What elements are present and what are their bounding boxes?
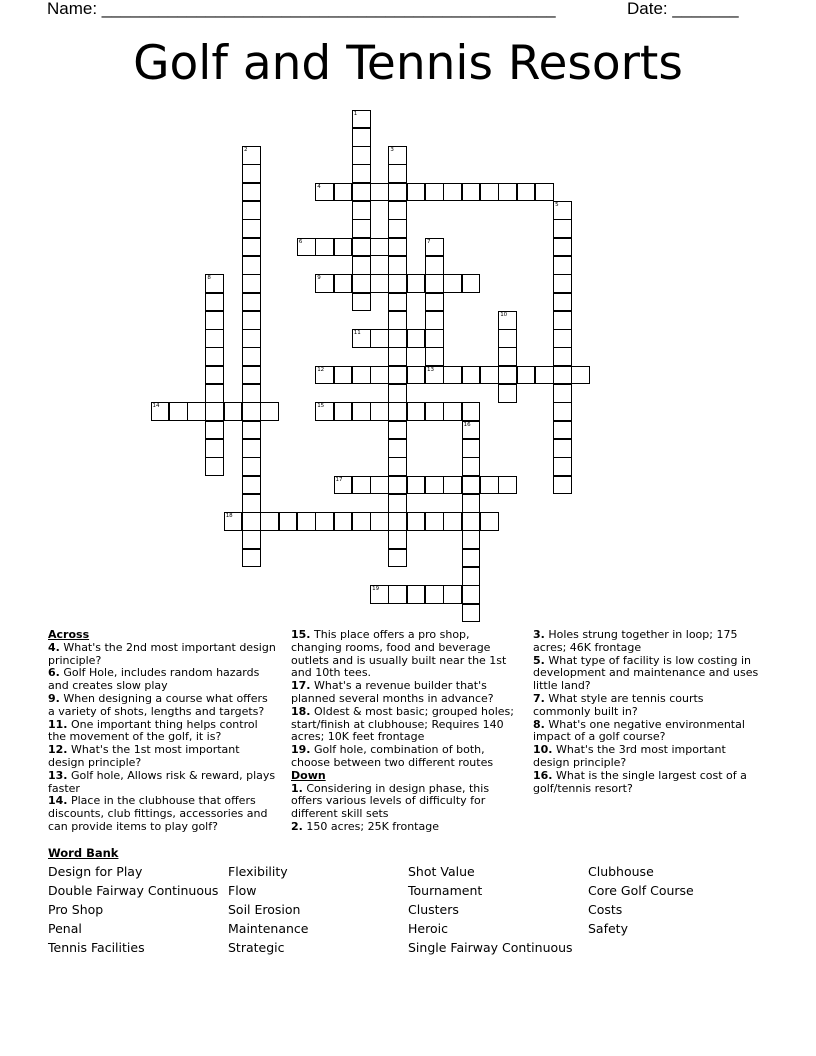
crossword-cell[interactable] <box>425 238 444 257</box>
crossword-cell[interactable] <box>242 421 261 440</box>
clue-text: Golf hole, Allows risk & reward, plays faster <box>48 768 276 795</box>
clue-number-label: 12. <box>48 743 68 757</box>
clue-number-label: 8. <box>533 717 545 731</box>
crossword-cell[interactable] <box>370 329 389 348</box>
clue-text: What's the 2nd most important design principle? <box>48 640 276 667</box>
crossword-cell[interactable] <box>553 293 572 312</box>
crossword-cell[interactable] <box>443 512 462 531</box>
word-bank-item: Strategic <box>228 940 285 955</box>
crossword-cell[interactable] <box>462 402 481 421</box>
crossword-cell[interactable] <box>425 311 444 330</box>
crossword-cell[interactable] <box>553 329 572 348</box>
page-title: Golf and Tennis Resorts <box>133 36 683 91</box>
crossword-cell[interactable] <box>242 238 261 257</box>
crossword-cell[interactable] <box>480 512 499 531</box>
crossword-cell[interactable] <box>425 347 444 366</box>
crossword-cell[interactable] <box>205 384 224 403</box>
word-bank-item: Clubhouse <box>588 864 654 879</box>
word-bank-item: Heroic <box>408 921 448 936</box>
crossword-cell[interactable] <box>205 439 224 458</box>
clue-text: Holes strung together in loop; 175 acres; 46K frontage <box>533 628 738 654</box>
clue-item <box>48 744 276 770</box>
crossword-cell[interactable] <box>242 439 261 458</box>
crossword-cell[interactable] <box>242 256 261 275</box>
crossword-cell[interactable] <box>462 530 481 549</box>
crossword-cell[interactable] <box>334 274 353 293</box>
crossword-cell[interactable] <box>242 457 261 476</box>
clue-number: 11 <box>353 330 361 337</box>
crossword-cell[interactable] <box>242 311 261 330</box>
crossword-cell[interactable] <box>571 366 590 385</box>
crossword-cell[interactable] <box>498 476 517 495</box>
clue-number: 7 <box>427 238 431 245</box>
crossword-cell[interactable] <box>553 402 572 421</box>
crossword-cell[interactable] <box>407 512 426 531</box>
crossword-cell[interactable] <box>315 238 334 257</box>
crossword-cell[interactable] <box>498 329 517 348</box>
crossword-cell[interactable] <box>242 201 261 220</box>
crossword-cell[interactable] <box>187 402 206 421</box>
clue-number-label: 4. <box>48 640 60 654</box>
clue-item <box>48 693 276 719</box>
crossword-cell[interactable] <box>553 384 572 403</box>
word-bank-heading: Word Bank <box>48 846 119 860</box>
crossword-cell[interactable] <box>315 402 334 421</box>
clue-number-label: 15. <box>291 628 311 641</box>
crossword-cell[interactable] <box>352 366 371 385</box>
clue-number: 18 <box>225 513 233 520</box>
clue-item <box>291 783 517 821</box>
crossword-cell[interactable] <box>462 604 481 623</box>
clue-number: 4 <box>317 183 321 190</box>
clue-number: 1 <box>353 110 358 117</box>
crossword-cell[interactable] <box>297 512 316 531</box>
clue-text: Oldest & most basic; grouped holes; start/finish at clubhouse; Requires 140 acres; 10K feet frontage <box>291 704 514 744</box>
clue-number-label: 7. <box>533 691 545 705</box>
word-bank-item: Clusters <box>408 902 459 917</box>
clue-number: 14 <box>152 403 160 410</box>
clue-item <box>533 629 763 655</box>
crossword-cell[interactable] <box>388 201 407 220</box>
crossword-cell[interactable] <box>462 183 481 202</box>
clue-item <box>291 629 517 680</box>
crossword-cell[interactable] <box>425 402 444 421</box>
crossword-cell[interactable] <box>334 512 353 531</box>
word-bank-item: Soil Erosion <box>228 902 301 917</box>
crossword-cell[interactable] <box>407 329 426 348</box>
crossword-cell[interactable] <box>242 146 261 165</box>
crossword-cell[interactable] <box>279 512 298 531</box>
clue-item <box>291 821 517 834</box>
clue-text: Place in the clubhouse that offers discounts, club fittings, accessories and can provide items to play golf? <box>48 794 268 833</box>
crossword-cell[interactable] <box>498 347 517 366</box>
clue-number: 16 <box>463 421 471 428</box>
crossword-cell[interactable] <box>242 347 261 366</box>
crossword-cell[interactable] <box>388 439 407 458</box>
clue-item <box>48 667 276 693</box>
crossword-cell[interactable] <box>352 274 371 293</box>
crossword-cell[interactable] <box>352 256 371 275</box>
crossword-cell[interactable] <box>242 476 261 495</box>
clue-number-label: 9. <box>48 691 60 705</box>
crossword-cell[interactable] <box>462 549 481 568</box>
clue-number: 17 <box>335 476 343 483</box>
crossword-cell[interactable] <box>425 585 444 604</box>
crossword-cell[interactable] <box>370 512 389 531</box>
crossword-cell[interactable] <box>388 311 407 330</box>
crossword-cell[interactable] <box>205 329 224 348</box>
crossword-cell[interactable] <box>425 329 444 348</box>
crossword-cell[interactable] <box>388 238 407 257</box>
crossword-cell[interactable] <box>443 585 462 604</box>
crossword-cell[interactable] <box>242 164 261 183</box>
crossword-cell[interactable] <box>443 402 462 421</box>
word-bank-item: Maintenance <box>228 921 309 936</box>
crossword-cell[interactable] <box>388 146 407 165</box>
crossword-cell[interactable] <box>462 585 481 604</box>
crossword-cell[interactable] <box>425 476 444 495</box>
crossword-cell[interactable] <box>553 457 572 476</box>
crossword-cell[interactable] <box>388 421 407 440</box>
down-list-a <box>291 783 517 834</box>
crossword-cell[interactable] <box>498 366 517 385</box>
crossword-cell[interactable] <box>388 256 407 275</box>
crossword-cell[interactable] <box>407 585 426 604</box>
crossword-cell[interactable] <box>462 457 481 476</box>
crossword-cell[interactable] <box>388 293 407 312</box>
crossword-cell[interactable] <box>297 238 316 257</box>
crossword-cell[interactable] <box>553 347 572 366</box>
clue-text: What's the 3rd most important design principle? <box>533 743 726 769</box>
crossword-cell[interactable] <box>242 549 261 568</box>
crossword-cell[interactable] <box>242 384 261 403</box>
crossword-cell[interactable] <box>352 476 371 495</box>
clue-number: 10 <box>500 311 508 318</box>
crossword-cell[interactable] <box>352 219 371 238</box>
across-clues-col1 <box>48 629 276 834</box>
crossword-cell[interactable] <box>553 274 572 293</box>
clue-number-label: 13. <box>48 768 68 782</box>
crossword-cell[interactable] <box>498 183 517 202</box>
crossword-cell[interactable] <box>462 567 481 586</box>
clue-item <box>291 706 517 744</box>
word-bank-item: Flexibility <box>228 864 288 879</box>
across-list-a <box>48 642 276 834</box>
clue-number-label: 1. <box>291 781 303 795</box>
crossword-cell[interactable] <box>205 421 224 440</box>
clue-number-label: 17. <box>291 679 311 693</box>
crossword-cell[interactable] <box>370 183 389 202</box>
crossword-cell[interactable] <box>205 366 224 385</box>
crossword-cell[interactable] <box>370 476 389 495</box>
clue-item <box>291 680 517 706</box>
crossword-cell[interactable] <box>498 311 517 330</box>
clue-number: 5 <box>555 202 559 208</box>
word-bank-item: Design for Play <box>48 864 143 879</box>
clue-item <box>48 642 276 668</box>
crossword-cell[interactable] <box>462 512 481 531</box>
crossword-cell[interactable] <box>315 183 334 202</box>
clue-number: 9 <box>317 275 321 282</box>
crossword-cell[interactable] <box>388 366 407 385</box>
clue-text: Golf Hole, includes random hazards and creates slow play <box>48 666 260 693</box>
crossword-cell[interactable] <box>352 164 371 183</box>
clue-number: 13 <box>427 366 434 373</box>
crossword-cell[interactable] <box>498 384 517 403</box>
word-bank-item: Single Fairway Continuous <box>408 940 573 955</box>
clue-number-label: 14. <box>48 794 68 808</box>
crossword-cell[interactable] <box>553 439 572 458</box>
crossword-cell[interactable] <box>462 439 481 458</box>
crossword-cell[interactable] <box>553 201 572 220</box>
clue-number: 15 <box>317 403 325 410</box>
word-bank-item: Costs <box>588 902 623 917</box>
crossword-cell[interactable] <box>315 366 334 385</box>
crossword-cell[interactable] <box>205 402 224 421</box>
crossword-cell[interactable] <box>388 274 407 293</box>
word-bank-item: Penal <box>48 921 82 936</box>
crossword-cell[interactable] <box>407 476 426 495</box>
crossword-cell[interactable] <box>334 476 353 495</box>
clue-text: What's one negative environmental impact of a golf course? <box>533 717 745 744</box>
clue-number-label: 2. <box>291 819 303 833</box>
crossword-cell[interactable] <box>425 256 444 275</box>
clue-item <box>48 795 276 833</box>
crossword-cell[interactable] <box>242 530 261 549</box>
clue-number-label: 16. <box>533 768 553 782</box>
clue-text: What's the 1st most important design principle? <box>48 743 240 769</box>
word-bank-item: Double Fairway Continuous <box>48 883 219 898</box>
clue-number-label: 10. <box>533 743 553 757</box>
clues-col2 <box>291 629 517 834</box>
crossword-cell[interactable] <box>388 494 407 513</box>
crossword-cell[interactable] <box>517 366 536 385</box>
crossword-cell[interactable] <box>370 274 389 293</box>
crossword-cell[interactable] <box>352 183 371 202</box>
crossword-cell[interactable] <box>462 274 481 293</box>
crossword-cell[interactable] <box>407 183 426 202</box>
clue-text: One important thing helps control the movement of the golf, it is? <box>48 717 258 744</box>
clue-item <box>48 770 276 796</box>
crossword-cell[interactable] <box>205 347 224 366</box>
crossword-cell[interactable] <box>352 402 371 421</box>
clue-item <box>291 744 517 770</box>
crossword-cell[interactable] <box>462 366 481 385</box>
crossword-cell[interactable] <box>407 274 426 293</box>
crossword-cell[interactable] <box>425 512 444 531</box>
crossword-cell[interactable] <box>242 512 261 531</box>
clue-number-label: 3. <box>533 628 545 641</box>
clue-text: What style are tennis courts commonly built in? <box>533 691 704 718</box>
crossword-cell[interactable] <box>553 238 572 257</box>
crossword-cell[interactable] <box>388 457 407 476</box>
crossword-cell[interactable] <box>462 421 481 440</box>
crossword-cell[interactable] <box>242 366 261 385</box>
crossword-cell[interactable] <box>242 494 261 513</box>
crossword-cell[interactable] <box>443 366 462 385</box>
clue-text: This place offers a pro shop, changing rooms, food and beverage outlets and is usually built near the 1st and 10th tees. <box>291 628 507 680</box>
clue-number: 19 <box>372 586 380 593</box>
crossword-cell[interactable] <box>352 146 371 165</box>
clue-number: 12 <box>317 366 325 373</box>
word-bank-item: Tournament <box>408 883 483 898</box>
clue-text: What is the single largest cost of a golf/tennis resort? <box>533 768 747 795</box>
across-list-b <box>291 629 517 770</box>
clue-number-label: 5. <box>533 653 545 667</box>
crossword-cell[interactable] <box>242 274 261 293</box>
crossword-cell[interactable] <box>205 311 224 330</box>
clue-number-label: 19. <box>291 743 311 757</box>
crossword-cell[interactable] <box>388 512 407 531</box>
crossword-cell[interactable] <box>425 293 444 312</box>
crossword-cell[interactable] <box>425 366 444 385</box>
crossword-cell[interactable] <box>535 366 554 385</box>
crossword-cell[interactable] <box>352 512 371 531</box>
clue-item <box>533 770 763 796</box>
crossword-cell[interactable] <box>425 183 444 202</box>
crossword-cell[interactable] <box>553 366 572 385</box>
crossword-cell[interactable] <box>443 183 462 202</box>
crossword-cell[interactable] <box>352 329 371 348</box>
crossword-cell[interactable] <box>334 366 353 385</box>
crossword-cell[interactable] <box>205 457 224 476</box>
crossword-cell[interactable] <box>407 402 426 421</box>
crossword-cell[interactable] <box>443 476 462 495</box>
word-bank-item: Flow <box>228 883 257 898</box>
crossword-cell[interactable] <box>388 164 407 183</box>
crossword-cell[interactable] <box>553 476 572 495</box>
crossword-cell[interactable] <box>352 128 371 147</box>
crossword-cell[interactable] <box>388 549 407 568</box>
word-bank-item: Safety <box>588 921 628 936</box>
crossword-cell[interactable] <box>553 219 572 238</box>
clue-text: What's a revenue builder that's planned several months in advance? <box>291 679 494 705</box>
crossword-cell[interactable] <box>352 201 371 220</box>
crossword-cell[interactable] <box>352 293 371 312</box>
down-heading: Down <box>291 768 326 782</box>
crossword-cell[interactable] <box>315 274 334 293</box>
crossword-cell[interactable] <box>388 585 407 604</box>
down-list-b <box>533 629 763 795</box>
across-heading: Across <box>48 628 90 641</box>
crossword-cell[interactable] <box>224 512 243 531</box>
crossword-cell[interactable] <box>169 402 188 421</box>
crossword-cell[interactable] <box>517 183 536 202</box>
crossword-cell[interactable] <box>242 329 261 348</box>
crossword-cell[interactable] <box>480 366 499 385</box>
crossword-cell[interactable] <box>553 311 572 330</box>
crossword-cell[interactable] <box>388 219 407 238</box>
clue-item <box>533 719 763 745</box>
clue-number-label: 11. <box>48 717 68 731</box>
clue-number: 6 <box>298 238 303 245</box>
crossword-cell[interactable] <box>260 402 279 421</box>
clue-number-label: 6. <box>48 666 60 680</box>
clue-number: 2 <box>244 147 248 154</box>
clue-text: Golf hole, combination of both, choose between two different routes <box>291 743 494 769</box>
word-bank-item: Pro Shop <box>48 902 104 917</box>
clue-text: 150 acres; 25K frontage <box>302 819 439 833</box>
clue-number: 8 <box>207 275 211 282</box>
crossword-cell[interactable] <box>242 402 261 421</box>
clue-text: What type of facility is low costing in development and maintenance and uses little land? <box>533 653 759 693</box>
crossword-cell[interactable] <box>407 366 426 385</box>
word-bank-item: Core Golf Course <box>588 883 694 898</box>
clue-text: When designing a course what offers a variety of shots, lengths and targets? <box>48 691 268 718</box>
clue-item <box>533 744 763 770</box>
crossword-cell[interactable] <box>242 293 261 312</box>
crossword-cell[interactable] <box>224 402 243 421</box>
crossword-cell[interactable] <box>334 238 353 257</box>
crossword-cell[interactable] <box>388 183 407 202</box>
crossword-cell[interactable] <box>334 183 353 202</box>
crossword-cell[interactable] <box>370 238 389 257</box>
crossword-cell[interactable] <box>315 512 334 531</box>
crossword-cell[interactable] <box>388 530 407 549</box>
word-bank-item: Shot Value <box>408 864 475 879</box>
crossword-cell[interactable] <box>205 293 224 312</box>
clue-text: Considering in design phase, this offers various levels of difficulty for different skill sets <box>291 781 490 821</box>
crossword-cell[interactable] <box>334 402 353 421</box>
crossword-cell[interactable] <box>370 402 389 421</box>
crossword-cell[interactable] <box>205 274 224 293</box>
crossword-cell[interactable] <box>352 110 371 129</box>
crossword-cell[interactable] <box>260 512 279 531</box>
crossword-cell[interactable] <box>480 476 499 495</box>
clue-item <box>533 693 763 719</box>
crossword-cell[interactable] <box>388 384 407 403</box>
crossword-cell[interactable] <box>553 421 572 440</box>
clue-item <box>533 655 763 693</box>
word-bank-item: Tennis Facilities <box>48 940 145 955</box>
clue-number: 3 <box>390 147 394 154</box>
crossword-cell[interactable] <box>370 585 389 604</box>
crossword-cell[interactable] <box>462 476 481 495</box>
crossword-cell[interactable] <box>151 402 170 421</box>
crossword-cell[interactable] <box>242 219 261 238</box>
crossword-cell[interactable] <box>388 476 407 495</box>
crossword-cell[interactable] <box>553 256 572 275</box>
clues-col3 <box>533 629 763 795</box>
crossword-cell[interactable] <box>242 183 261 202</box>
crossword-cell[interactable] <box>352 238 371 257</box>
crossword-cell[interactable] <box>535 183 554 202</box>
word-bank <box>48 862 778 957</box>
crossword-cell[interactable] <box>462 494 481 513</box>
crossword-cell[interactable] <box>388 402 407 421</box>
clue-number-label: 18. <box>291 704 311 718</box>
date-field[interactable]: Date: _______ <box>627 0 739 18</box>
crossword-cell[interactable] <box>480 183 499 202</box>
clue-item <box>48 719 276 745</box>
crossword-cell[interactable] <box>425 274 444 293</box>
crossword-cell[interactable] <box>370 366 389 385</box>
name-field[interactable]: Name: ________________________________________________ <box>47 0 556 18</box>
crossword-cell[interactable] <box>443 274 462 293</box>
crossword-cell[interactable] <box>388 329 407 348</box>
crossword-cell[interactable] <box>388 347 407 366</box>
